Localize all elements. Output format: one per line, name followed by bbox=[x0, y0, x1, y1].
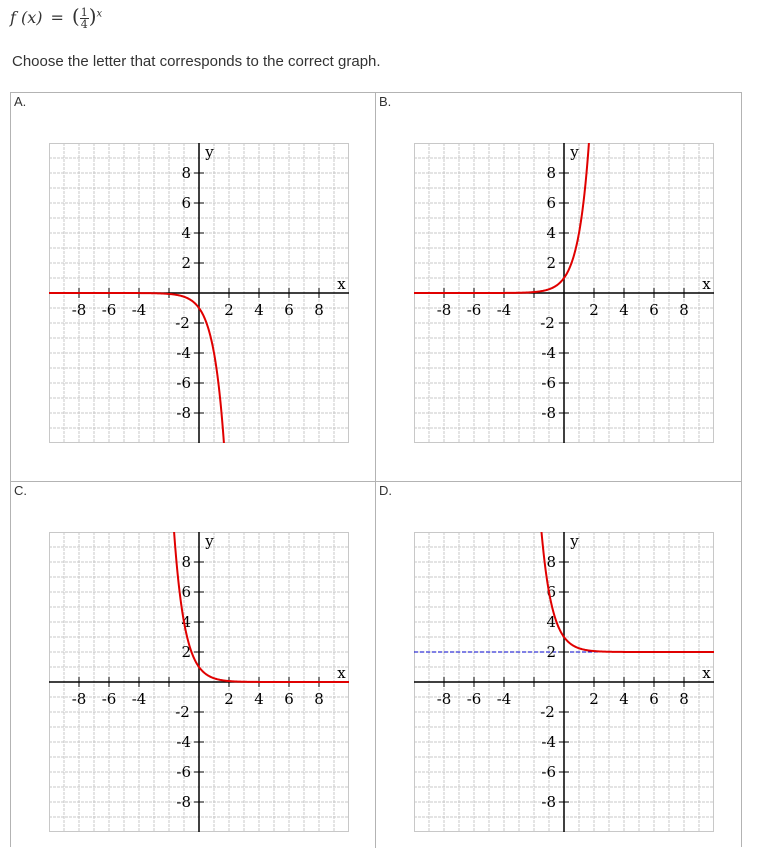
x-tick-label: 2 bbox=[224, 301, 234, 319]
x-tick-label: -4 bbox=[131, 690, 147, 708]
x-tick-label: 6 bbox=[284, 301, 294, 319]
formula-exponent: x bbox=[96, 8, 103, 20]
y-tick-label: 6 bbox=[181, 583, 191, 601]
x-axis-label: x bbox=[337, 664, 346, 682]
x-tick-label: -8 bbox=[71, 690, 87, 708]
x-tick-label: 4 bbox=[254, 690, 264, 708]
y-tick-label: -2 bbox=[540, 314, 555, 332]
x-tick-label: -8 bbox=[71, 301, 87, 319]
y-tick-label: 2 bbox=[181, 643, 191, 661]
y-tick-label: 4 bbox=[181, 613, 191, 631]
x-tick-label: 8 bbox=[679, 690, 689, 708]
y-tick-label: -4 bbox=[176, 733, 191, 751]
question-prompt: Choose the letter that corresponds to the correct graph. bbox=[12, 53, 381, 70]
formula-equals: = bbox=[50, 8, 64, 27]
y-tick-label: 4 bbox=[546, 224, 556, 242]
y-tick-label: 8 bbox=[181, 553, 191, 571]
answer-options bbox=[10, 92, 742, 847]
option-c-label[interactable]: C. bbox=[14, 483, 27, 498]
y-tick-label: 8 bbox=[546, 553, 556, 571]
y-tick-label: -4 bbox=[541, 344, 556, 362]
x-axis-label: x bbox=[337, 275, 346, 293]
y-tick-label: -6 bbox=[176, 374, 191, 392]
x-tick-label: 6 bbox=[649, 690, 659, 708]
y-tick-label: 2 bbox=[546, 254, 556, 272]
option-c[interactable] bbox=[11, 482, 376, 848]
x-tick-label: 2 bbox=[589, 690, 599, 708]
option-b[interactable] bbox=[376, 93, 741, 482]
x-tick-label: -4 bbox=[131, 301, 147, 319]
x-tick-label: 4 bbox=[619, 301, 629, 319]
y-tick-label: -8 bbox=[541, 793, 556, 811]
x-tick-label: -6 bbox=[466, 690, 482, 708]
x-tick-label: -8 bbox=[436, 301, 452, 319]
x-tick-label: 6 bbox=[284, 690, 294, 708]
option-d[interactable] bbox=[376, 482, 741, 848]
formula-close-paren: ) bbox=[88, 4, 97, 28]
y-axis-label: y bbox=[570, 532, 579, 550]
y-axis-label: y bbox=[205, 532, 214, 550]
y-tick-label: 8 bbox=[546, 164, 556, 182]
x-tick-label: 4 bbox=[254, 301, 264, 319]
y-tick-label: 8 bbox=[181, 164, 191, 182]
formula-prefix: f (x) bbox=[10, 8, 43, 27]
x-tick-label: 2 bbox=[224, 690, 234, 708]
y-tick-label: -4 bbox=[541, 733, 556, 751]
formula-denominator: 4 bbox=[80, 18, 88, 31]
graph-a bbox=[49, 143, 349, 443]
x-tick-label: 2 bbox=[589, 301, 599, 319]
y-tick-label: -2 bbox=[175, 703, 190, 721]
option-d-label[interactable]: D. bbox=[379, 483, 392, 498]
x-tick-label: -4 bbox=[496, 301, 512, 319]
x-axis-label: x bbox=[702, 664, 711, 682]
x-tick-label: -6 bbox=[101, 690, 117, 708]
x-axis-label: x bbox=[702, 275, 711, 293]
option-b-label[interactable]: B. bbox=[379, 94, 392, 109]
y-tick-label: 4 bbox=[181, 224, 191, 242]
y-tick-label: -6 bbox=[541, 763, 556, 781]
y-tick-label: -2 bbox=[175, 314, 190, 332]
formula-numerator: 1 bbox=[80, 6, 88, 19]
x-tick-label: 8 bbox=[314, 301, 324, 319]
y-tick-label: -8 bbox=[541, 404, 556, 422]
y-tick-label: 4 bbox=[546, 613, 556, 631]
formula-open-paren: ( bbox=[71, 4, 80, 28]
y-axis-label: y bbox=[205, 143, 214, 161]
x-tick-label: -6 bbox=[466, 301, 482, 319]
y-tick-label: -6 bbox=[176, 763, 191, 781]
y-tick-label: 6 bbox=[546, 194, 556, 212]
x-tick-label: -4 bbox=[496, 690, 512, 708]
y-tick-label: 2 bbox=[546, 643, 556, 661]
option-a[interactable] bbox=[11, 93, 376, 482]
graph-d bbox=[414, 532, 714, 832]
x-tick-label: 4 bbox=[619, 690, 629, 708]
x-tick-label: -6 bbox=[101, 301, 117, 319]
y-tick-label: 6 bbox=[546, 583, 556, 601]
y-tick-label: -6 bbox=[541, 374, 556, 392]
y-tick-label: 2 bbox=[181, 254, 191, 272]
option-a-label[interactable]: A. bbox=[14, 94, 27, 109]
y-tick-label: -8 bbox=[176, 793, 191, 811]
x-tick-label: 6 bbox=[649, 301, 659, 319]
y-tick-label: 6 bbox=[181, 194, 191, 212]
formula-fraction bbox=[80, 7, 89, 30]
y-tick-label: -8 bbox=[176, 404, 191, 422]
y-tick-label: -4 bbox=[176, 344, 191, 362]
x-tick-label: 8 bbox=[314, 690, 324, 708]
y-tick-label: -2 bbox=[540, 703, 555, 721]
x-tick-label: -8 bbox=[436, 690, 452, 708]
x-tick-label: 8 bbox=[679, 301, 689, 319]
function-formula bbox=[10, 4, 102, 34]
graph-c bbox=[49, 532, 349, 832]
graph-b bbox=[414, 143, 714, 443]
y-axis-label: y bbox=[570, 143, 579, 161]
